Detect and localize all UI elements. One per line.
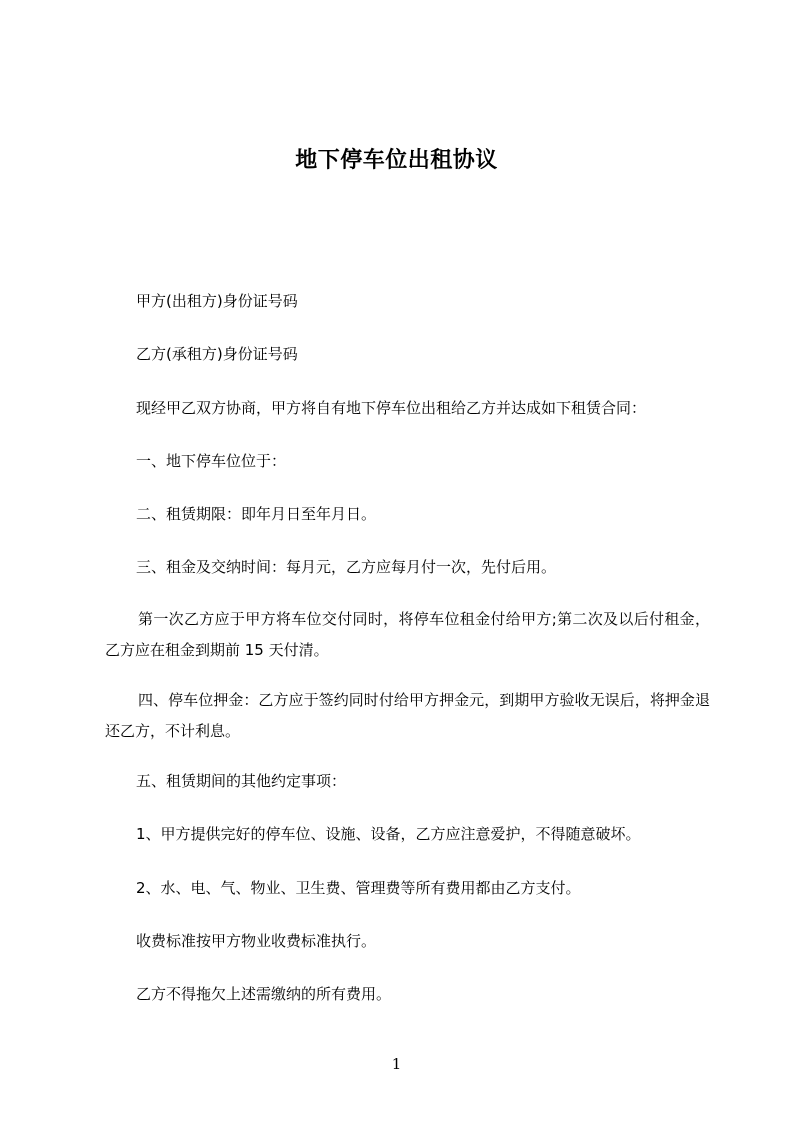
clause-2-term: 二、租赁期限：即年月日至年月日。 bbox=[136, 505, 377, 523]
clause-3-rent: 三、租金及交纳时间：每月元，乙方应每月付一次，先付后用。 bbox=[136, 558, 557, 576]
clause-4-deposit: 四、停车位押金：乙方应于签约同时付给甲方押金元，到期甲方验收无误后，将押金退还乙方，不计利息。 bbox=[105, 691, 710, 740]
no-arrears-line: 乙方不得拖欠上述需缴纳的所有费用。 bbox=[136, 985, 392, 1003]
clause-5-item-2: 2、水、电、气、物业、卫生费、管理费等所有费用都由乙方支付。 bbox=[136, 879, 581, 897]
page-number: 1 bbox=[391, 1055, 402, 1073]
party-b-line: 乙方(承租方)身份证号码 bbox=[136, 345, 298, 363]
document-title: 地下停车位出租协议 bbox=[295, 148, 498, 173]
party-a-line: 甲方(出租方)身份证号码 bbox=[136, 292, 298, 310]
agreement-intro: 现经甲乙双方协商，甲方将自有地下停车位出租给乙方并达成如下租赁合同： bbox=[136, 399, 647, 417]
clause-1-location: 一、地下停车位位于： bbox=[136, 452, 287, 470]
clause-5-heading: 五、租赁期间的其他约定事项： bbox=[136, 772, 347, 790]
clause-5-item-1: 1、甲方提供完好的停车位、设施、设备，乙方应注意爱护，不得随意破坏。 bbox=[136, 825, 641, 843]
rent-payment-paragraph: 第一次乙方应于甲方将车位交付同时，将停车位租金付给甲方;第二次及以后付租金，乙方应在租金到期前 15 天付清。 bbox=[105, 610, 710, 659]
fee-standard-line: 收费标准按甲方物业收费标准执行。 bbox=[136, 932, 377, 950]
